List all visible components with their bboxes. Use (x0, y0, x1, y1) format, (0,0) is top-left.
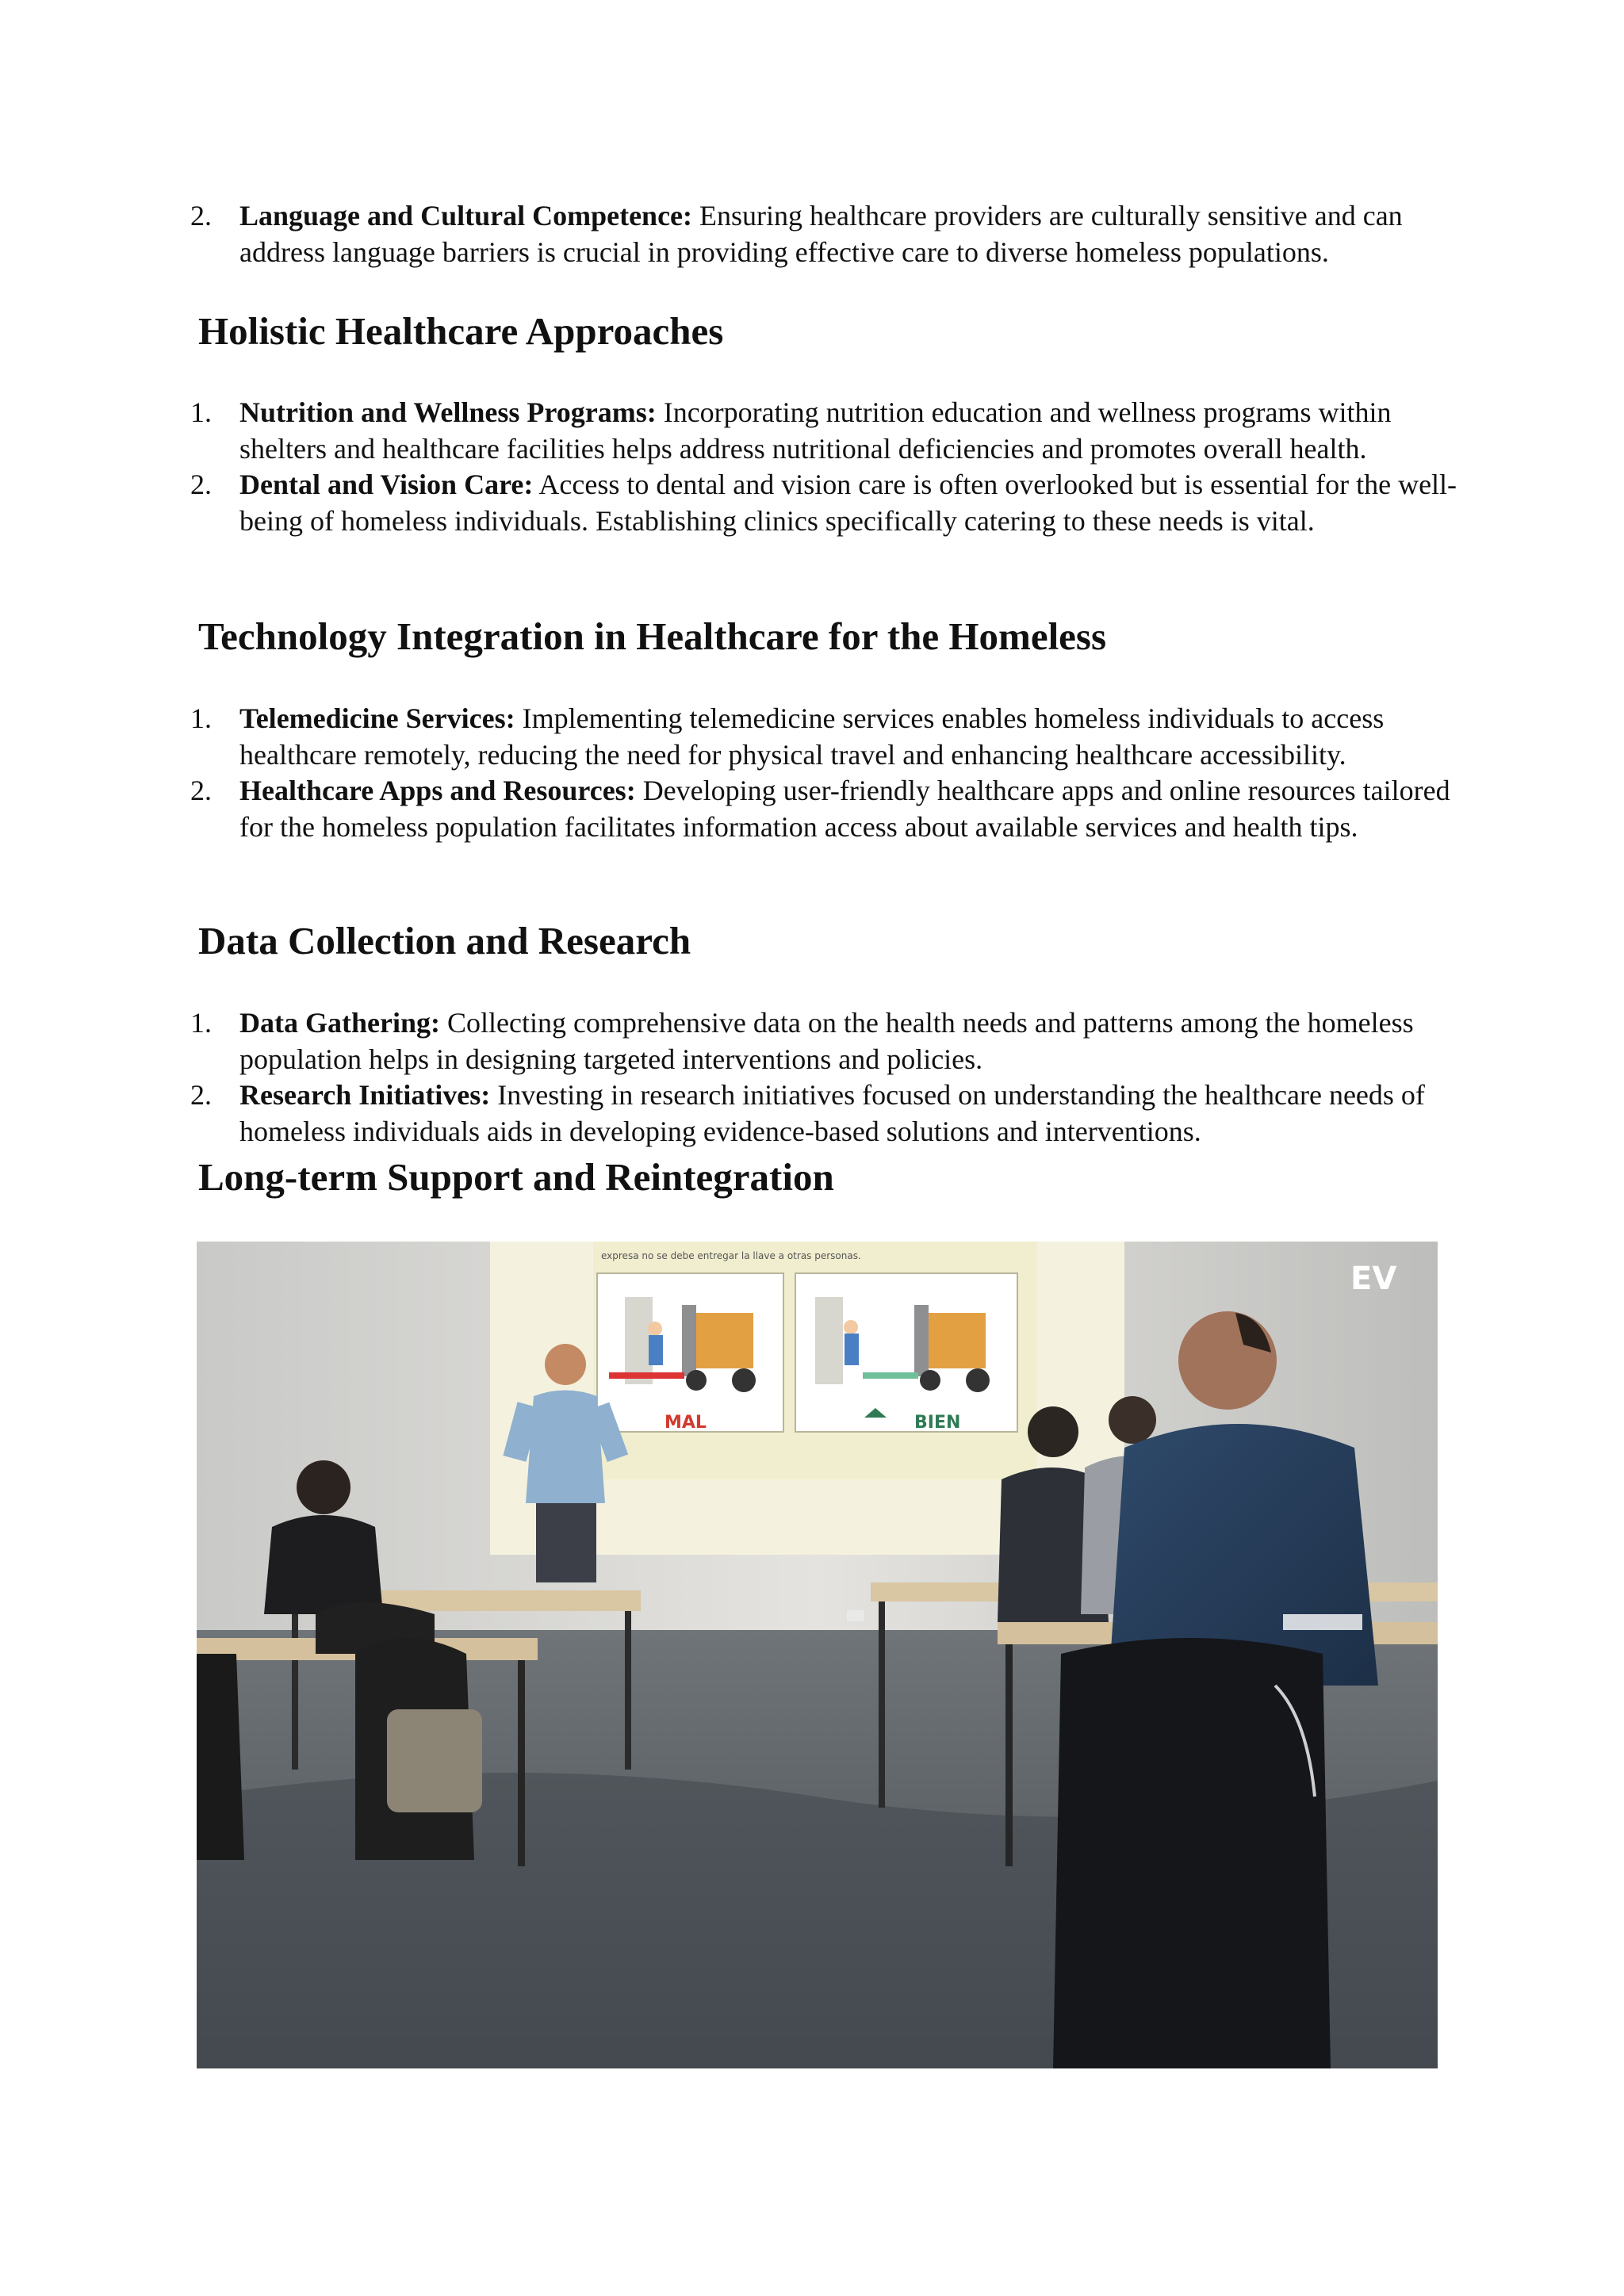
slide-label-bien: BIEN (914, 1413, 961, 1433)
list-item-number: 2. (190, 775, 212, 806)
list-item-term: Data Gathering: (239, 1007, 440, 1039)
list-item-number: 2. (190, 1079, 212, 1111)
list-item-text: Collecting comprehensive data on the health needs and patterns among the homeless population helps in designing targeted interventions and policies. (239, 1007, 1414, 1075)
list-item (190, 1077, 1459, 1150)
list-item (190, 701, 1459, 773)
list-item-text: Investing in research initiatives focused on understanding the healthcare needs of homeless individuals aids in developing evidence-based solutions and interventions. (239, 1079, 1425, 1147)
classroom-photo (197, 1242, 1438, 2068)
list-item (190, 198, 1459, 270)
list-item (190, 1005, 1459, 1077)
ev-watermark-text: EV (1350, 1261, 1397, 1297)
list-item-term: Telemedicine Services: (239, 702, 515, 734)
section-heading-holistic: Holistic Healthcare Approaches (198, 309, 724, 353)
section-list-technology (190, 701, 1459, 845)
list-item-text: Access to dental and vision care is often overlooked but is essential for the well-being of homeless individuals. Establishing clinics specifically catering to these needs is vital. (239, 469, 1457, 537)
slide-label-mal: MAL (665, 1413, 707, 1433)
list-item-text: Developing user-friendly healthcare apps and online resources tailored for the homeless population facilitates information access about available services and health tips. (239, 775, 1450, 843)
list-item-term: Dental and Vision Care: (239, 469, 534, 500)
list-item (190, 467, 1459, 539)
ev-watermark-logo (1350, 1261, 1396, 1297)
section-heading-longterm: Long-term Support and Reintegration (198, 1155, 834, 1199)
list-item-number: 2. (190, 469, 212, 500)
list-item (190, 773, 1459, 845)
intro-list (190, 198, 1459, 270)
section-list-data (190, 1005, 1459, 1150)
list-item-term: Research Initiatives: (239, 1079, 491, 1111)
list-item-number: 1. (190, 702, 212, 734)
list-item-text: Ensuring healthcare providers are culturally sensitive and can address language barriers is crucial in providing effective care to diverse homeless populations. (239, 200, 1403, 268)
slide-caption: expresa no se debe entregar la llave a otras personas. (601, 1250, 861, 1261)
section-list-holistic (190, 395, 1459, 539)
section-heading-data: Data Collection and Research (198, 919, 691, 962)
list-item-number: 2. (190, 200, 212, 232)
list-item-term: Nutrition and Wellness Programs: (239, 396, 657, 428)
list-item-text: Implementing telemedicine services enables homeless individuals to access healthcare remotely, reducing the need for physical travel and enhancing healthcare accessibility. (239, 702, 1385, 771)
list-item-number: 1. (190, 396, 212, 428)
list-item-text: Incorporating nutrition education and wellness programs within shelters and healthcare facilities helps address nutritional deficiencies and promotes overall health. (239, 396, 1392, 465)
classroom-photo-illustration (197, 1242, 1438, 2068)
section-heading-technology: Technology Integration in Healthcare for the Homeless (198, 614, 1107, 658)
list-item-term: Language and Cultural Competence: (239, 200, 693, 232)
list-item-term: Healthcare Apps and Resources: (239, 775, 636, 806)
list-item (190, 395, 1459, 467)
list-item-number: 1. (190, 1007, 212, 1039)
